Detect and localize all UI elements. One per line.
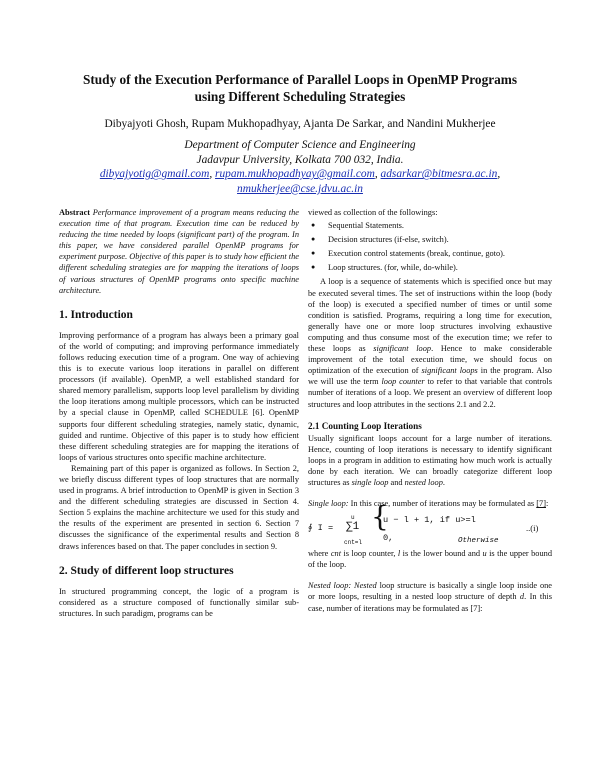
email-link[interactable]: nmukherjee@cse.jdvu.ac.in (237, 182, 363, 195)
right-column (308, 207, 552, 614)
text-run: is the lower bound and (400, 549, 483, 559)
text-run: loop structure is basically a single loop inside one or more loops, resulting in a nested loop structure of depth (308, 581, 552, 602)
eq-otherwise: Otherwise (458, 537, 499, 546)
text-run: Nested loop: (308, 581, 352, 591)
eq-brace: { (371, 500, 389, 534)
email-link[interactable]: adsarkar@bitmesra.ac.in (380, 168, 498, 181)
title-line-2: using Different Scheduling Strategies (194, 89, 406, 104)
email-sep: , (374, 168, 381, 181)
text-run: d (519, 592, 525, 602)
paragraph: viewed as collection of the followings: (308, 208, 438, 217)
email-link[interactable]: rupam.mukhopadhyay@gmail.com (215, 168, 375, 181)
email-line-2 (40, 182, 560, 197)
text-run: . In this case, number of iterations may be formulated as [7]: (308, 592, 552, 613)
paragraph (308, 433, 552, 488)
email-sep: , (497, 168, 501, 181)
eq-case-2: 0, (383, 533, 394, 544)
email-sep: , (209, 168, 216, 181)
paragraph: Improving performance of a program has always been a primary goal of the world of computing; and improving performance immediately follows reducing execution time of a program. One way of achieving this is to execute various loop iterations in parallel on different processors (if available). OpenMP, a well established standard for shared memory parallelism, supports loop level parallelism by dividing the loop iterations among multiple processors, which can be instructed by a special clause in OpenMP, called SCHEDULE [6]. OpenMP supports four different scheduling strategies, namely static, dynamic, guided and runtime. Objective of this paper is to study how efficient these different scheduling strategies are for mapping the iterations of loops of various structures onto specific machine architecture. (59, 330, 299, 462)
paragraph (308, 498, 552, 509)
list-item: ● Sequential Statements. (328, 220, 552, 231)
text-run: A loop is a sequence of statements which is specified once but may be executed several times. The set of instructions within the loop (body of the loop) is executed a specified number of times or until some condition is satisfied. Programs, requiring a long time for execution, generally have one or more loop structures involving exhaustive computing and thus consume most of the execution time; we refer to these loops as (308, 277, 552, 354)
citation-link[interactable]: [7] (536, 499, 546, 509)
text-run: u (482, 549, 487, 559)
abstract (59, 207, 299, 296)
list-item: ● Execution control statements (break, continue, goto). (328, 248, 552, 259)
text-run: single loop (351, 477, 389, 487)
text-run: . (442, 477, 445, 487)
text-run: Usually significant loops account for a large number of iterations. Hence, counting of loop iterations is necessary to identify significant loops in a program in addition to estimating how much work is actually done by each iteration. We can broadly categorize different loop structures as (308, 433, 552, 487)
text-run: l (397, 549, 401, 559)
text-run: loop counter (381, 377, 425, 387)
bullet-list (308, 220, 552, 273)
text-run: in the program. Also we will use the term (308, 366, 552, 387)
eq-sum-top: u (351, 514, 355, 522)
section-heading-loop-structures: 2. Study of different loop structures (59, 564, 234, 577)
left-column (59, 207, 299, 619)
affiliation (40, 138, 560, 196)
eq-sum: ∑1 (346, 521, 360, 534)
eq-number: ..(i) (526, 523, 539, 534)
title-line-1: Study of the Execution Performance of Parallel Loops in OpenMP Programs (82, 72, 518, 87)
paragraph (308, 548, 552, 570)
text-run: . Hence to make considerable improvement of the total execution time, we should focus on optimization of the execution of (308, 344, 552, 376)
eq-lhs: ∮ I = (308, 523, 334, 534)
text-run: where (308, 549, 331, 559)
text-run: significant loop (373, 344, 432, 354)
subsection-heading-counting: 2.1 Counting Loop Iterations (308, 420, 422, 431)
section-heading-introduction: 1. Introduction (59, 308, 133, 321)
abstract-text: Performance improvement of a program means reducing the execution time of that program. Execution time can be reduced by reducing the time needed by loops (significant part) of the program. In this paper, we have considered parallel OpenMP programs for experiment purpose. Objective of this paper is to study how efficient the different scheduling strategies are for mapping the iterations of loops of various structures of OpenMP programs onto specific machine architecture. (59, 208, 299, 295)
text-run: to refer to that variable that controls number of iterations of a loop. We present an overview of different loop structures and loop attributes in the sections 2.1 and 2.2. (308, 377, 552, 409)
text-run: and (388, 477, 405, 487)
text-run: Nested (354, 581, 377, 591)
text-run: In this case, number of iterations may be formulated as (348, 499, 537, 509)
paper-title (40, 71, 560, 105)
eq-sum-bottom: cnt=l (344, 539, 363, 547)
email-line-1 (40, 167, 560, 182)
text-run: significant loops (421, 366, 478, 376)
text-run: is loop counter, (341, 549, 398, 559)
eq-case-1: u − l + 1, if u>=l (383, 515, 476, 526)
list-item: ● Loop structures. (for, while, do-while). (328, 262, 552, 273)
text-run: nested loop (404, 477, 443, 487)
text-run: Single loop: (308, 499, 349, 509)
paragraph (308, 580, 552, 613)
text-run: cnt (330, 549, 342, 559)
paragraph: In structured programming concept, the logic of a program is considered as a structure composed of functionally similar sub-structures. In such paradigm, programs can be (59, 586, 299, 618)
university: Jadavpur University, Kolkata 700 032, India. (196, 153, 404, 166)
abstract-label: Abstract (59, 208, 91, 217)
text-run: is the upper bound of the loop. (308, 549, 552, 570)
paragraph: Remaining part of this paper is organized as follows. In Section 2, we briefly discuss different types of loop structures that are normally used in programs. A brief introduction to OpenMP is given in Section 3 and the different scheduling strategies are discussed in Section 4. Section 5 explains the machine architecture we used for this study and the results of the experiment are presented in section 6. Section 7 discusses the significance of the experimental results and Section 8 draws inferences based on that. The paper concludes in section 9. (59, 463, 299, 551)
department: Department of Computer Science and Engineering (184, 139, 416, 151)
paragraph (308, 276, 552, 409)
author-list: Dibyajyoti Ghosh, Rupam Mukhopadhyay, Ajanta De Sarkar, and Nandini Mukherjee (104, 118, 496, 130)
text-run: : (545, 499, 549, 509)
email-link[interactable]: dibyajyotig@gmail.com (99, 168, 210, 181)
list-item: ● Decision structures (if-else, switch). (328, 234, 552, 245)
